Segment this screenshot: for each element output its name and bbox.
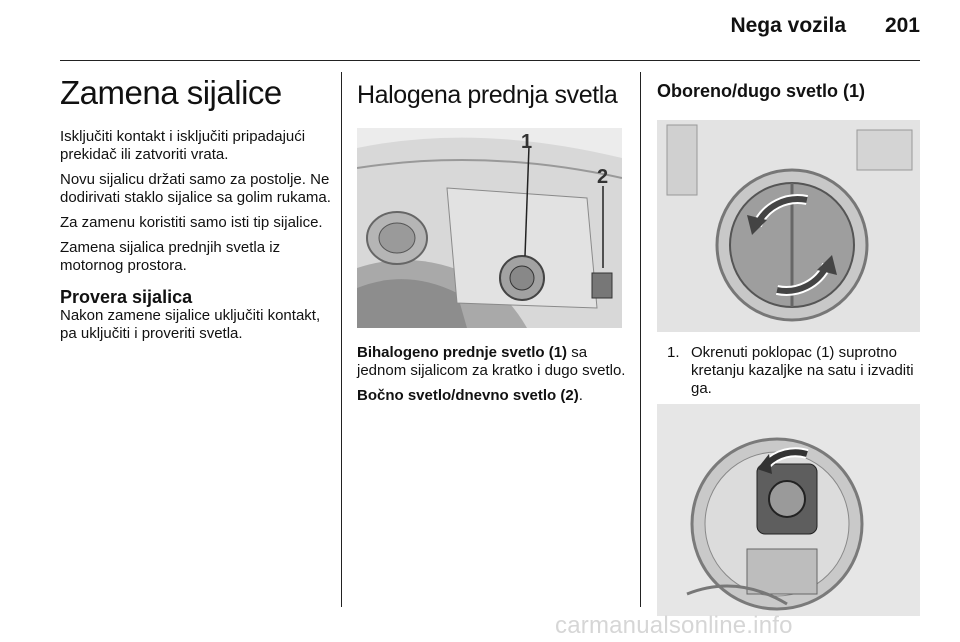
term-description: sa jednom sijalicom za kratko i dugo svetlo. <box>357 344 626 379</box>
section-heading: Oboreno/dugo svetlo (1) <box>657 81 866 101</box>
column-2 <box>357 72 627 412</box>
term-label: Bihalogeno prednje svetlo (1) <box>357 344 568 361</box>
page-number: 201 <box>884 14 920 37</box>
list-item <box>657 344 921 398</box>
paragraph <box>357 344 627 380</box>
step-text: Okrenuti poklopac (1) suprotno kretanju kazaljke na satu i izvaditi ga. <box>691 344 914 397</box>
section-heading: Zamena sijalice <box>60 74 282 111</box>
bulb-removal-illustration <box>657 404 920 616</box>
paragraph: Za zamenu koristiti samo isti tip sijalice. <box>60 214 323 231</box>
column-divider-2 <box>640 72 641 607</box>
term-description: . <box>578 387 583 404</box>
callout-label: 1 <box>521 131 533 153</box>
term-label: Bočno svetlo/dnevno svetlo (2) <box>357 387 579 404</box>
column-3 <box>657 72 921 616</box>
section-heading: Halogena prednja svetla <box>357 81 618 109</box>
paragraph: Zamena sijalica prednjih svetla iz motornog prostora. <box>60 239 281 274</box>
paragraph <box>357 387 627 405</box>
column-1 <box>60 72 332 350</box>
header-rule <box>60 60 920 61</box>
paragraph: Isključiti kontakt i isključiti pripadajući prekidač ili zatvoriti vrata. <box>60 128 306 163</box>
step-number: 1. <box>667 344 680 361</box>
headlamp-illustration <box>357 128 622 328</box>
callout-label: 2 <box>597 166 609 188</box>
subsection-heading: Provera sijalica <box>60 287 193 307</box>
paragraph: Novu sijalicu držati samo za postolje. Ne dodirivati staklo sijalice sa golim rukama. <box>60 171 331 206</box>
header-title: Nega vozila <box>730 14 846 37</box>
cover-rotation-illustration <box>657 120 920 332</box>
paragraph: Nakon zamene sijalice uključiti kontakt, pa uključiti i proveriti svetla. <box>60 307 321 342</box>
column-divider-1 <box>341 72 342 607</box>
watermark: carmanualsonline.info <box>555 612 793 639</box>
